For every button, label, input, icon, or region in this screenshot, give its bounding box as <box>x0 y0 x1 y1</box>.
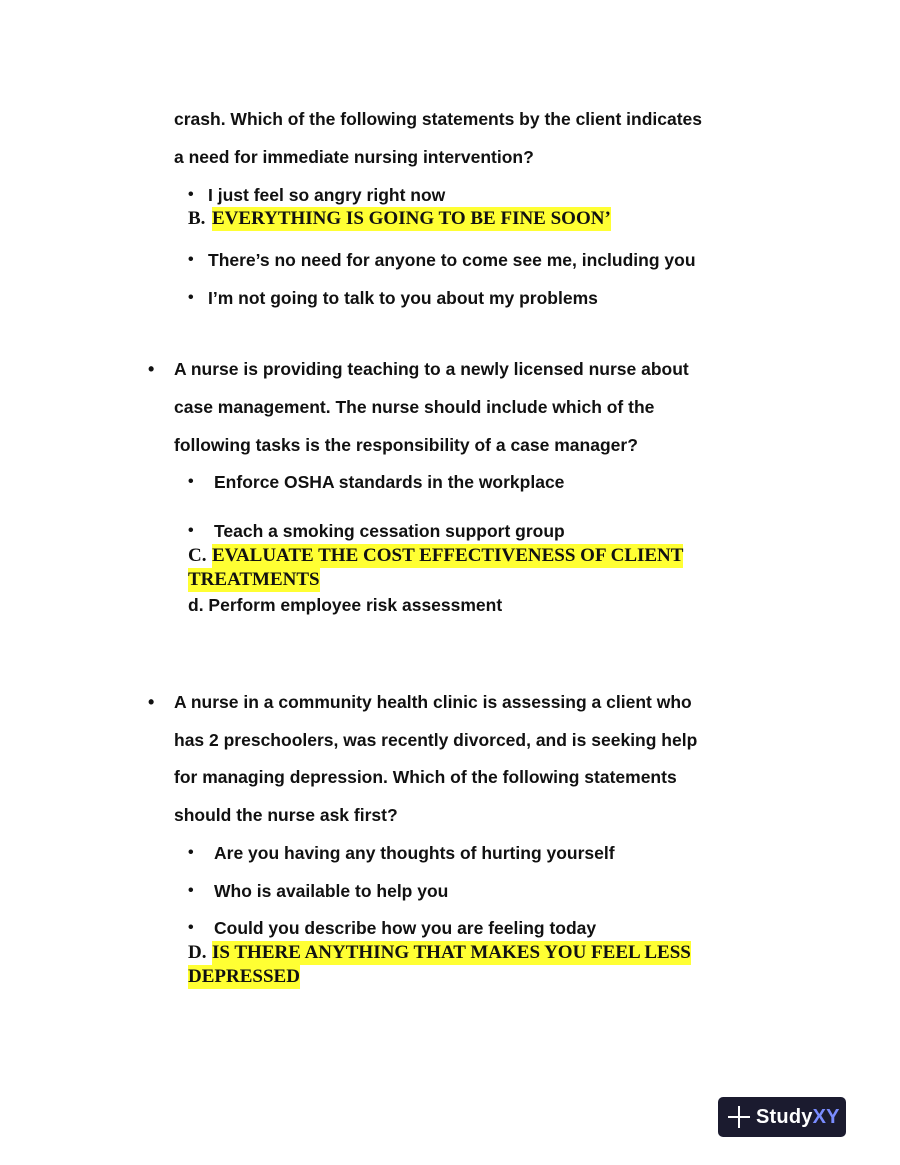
q2-option-d: d. Perform employee risk assessment <box>188 595 503 615</box>
q2-option-c-answer-line-1: EVALUATE THE COST EFFECTIVENESS OF CLIENT <box>212 545 684 566</box>
q2-stem-line-1: A nurse is providing teaching to a newly licensed nurse about <box>174 359 689 379</box>
q3-option-d-letter: D. <box>188 942 207 963</box>
q3-option-d-answer-line-2: DEPRESSED <box>188 966 300 987</box>
q2-option-a: Enforce OSHA standards in the workplace <box>214 472 565 492</box>
question-bullet-icon: • <box>148 692 155 712</box>
q3-option-c: Could you describe how you are feeling today <box>214 918 597 938</box>
q1-option-b-answer: EVERYTHING IS GOING TO BE FINE SOON’ <box>212 208 611 229</box>
logo-text-main: Study <box>756 1105 813 1128</box>
q3-stem-line-2: has 2 preschoolers, was recently divorced, and is seeking help <box>174 730 698 750</box>
q2-option-c-answer-line-2: TREATMENTS <box>188 569 320 590</box>
logo-wordmark <box>756 1106 840 1129</box>
q3-option-a: Are you having any thoughts of hurting yourself <box>214 843 615 863</box>
bullet-icon: • <box>188 251 194 268</box>
q3-stem-line-4: should the nurse ask first? <box>174 805 398 825</box>
q3-option-d-answer-line-1: IS THERE ANYTHING THAT MAKES YOU FEEL LESS <box>212 942 691 963</box>
q2-option-c-letter: C. <box>188 545 207 566</box>
q1-option-d: I’m not going to talk to you about my problems <box>208 288 598 308</box>
q3-stem-line-1: A nurse in a community health clinic is assessing a client who <box>174 692 692 712</box>
bullet-icon: • <box>188 186 194 203</box>
bullet-icon: • <box>188 473 194 490</box>
q2-option-b: Teach a smoking cessation support group <box>214 521 565 541</box>
q1-option-c: There’s no need for anyone to come see me, including you <box>208 250 696 270</box>
question-bullet-icon: • <box>148 359 155 379</box>
q2-stem-line-3: following tasks is the responsibility of a case manager? <box>174 435 638 455</box>
bullet-icon: • <box>188 289 194 306</box>
bullet-icon: • <box>188 522 194 539</box>
bullet-icon: • <box>188 882 194 899</box>
bullet-icon: • <box>188 844 194 861</box>
logo-text-accent: XY <box>812 1105 840 1128</box>
q2-stem-line-2: case management. The nurse should include which of the <box>174 397 655 417</box>
bullet-icon: • <box>188 919 194 936</box>
q1-stem-line-2: a need for immediate nursing intervention? <box>174 147 534 167</box>
q1-option-b-letter: B. <box>188 208 206 229</box>
q1-option-a: I just feel so angry right now <box>208 185 446 205</box>
q1-stem-line-1: crash. Which of the following statements by the client indicates <box>174 109 702 129</box>
q3-option-b: Who is available to help you <box>214 881 449 901</box>
plus-icon <box>728 1106 750 1128</box>
studyxy-logo[interactable] <box>718 1097 846 1137</box>
q3-stem-line-3: for managing depression. Which of the following statements <box>174 767 677 787</box>
